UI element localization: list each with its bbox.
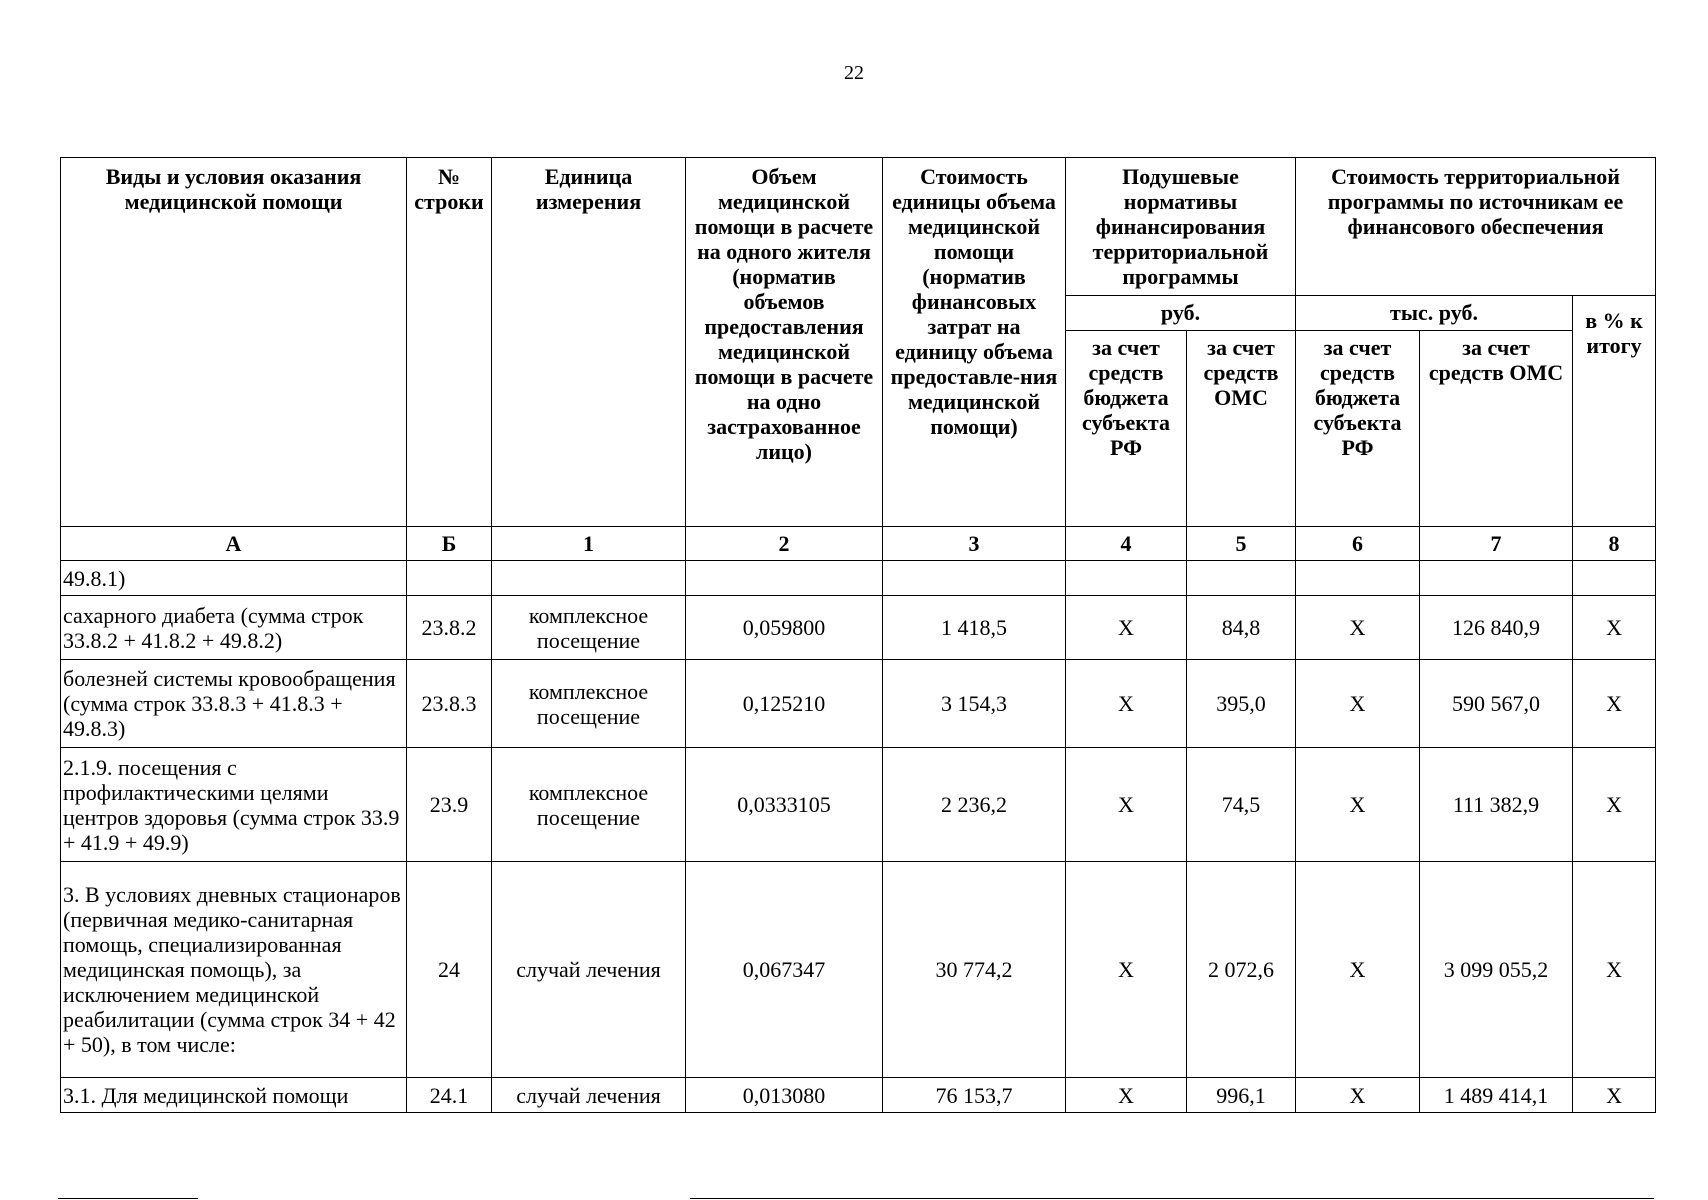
row-unit: комплексное посещение [492, 748, 686, 862]
header-per-capita-group: Подушевые нормативы финансирования территориальной программы [1066, 158, 1296, 296]
column-number: 1 [492, 527, 686, 561]
row-c7: 1 489 414,1 [1420, 1078, 1573, 1113]
bottom-rule-left [58, 1198, 198, 1199]
column-number: Б [407, 527, 492, 561]
header-pct-total: в % к итогу [1573, 296, 1656, 527]
row-cost: 76 153,7 [883, 1078, 1066, 1113]
row-c7: 111 382,9 [1420, 748, 1573, 862]
row-c8: Х [1573, 596, 1656, 660]
header-budget-thous: за счет средств бюджета субъекта РФ [1296, 331, 1420, 527]
financing-table [60, 157, 1656, 1113]
table-row [61, 660, 1656, 748]
row-volume [686, 561, 883, 596]
header-unit: Единица измерения [492, 158, 686, 527]
header-oms-thous: за счет средств ОМС [1420, 331, 1573, 527]
row-volume: 0,013080 [686, 1078, 883, 1113]
row-c5: 395,0 [1187, 660, 1296, 748]
row-volume: 0,067347 [686, 862, 883, 1078]
bottom-rule-right [690, 1198, 1654, 1199]
row-line: 23.8.2 [407, 596, 492, 660]
row-unit [492, 561, 686, 596]
row-c7 [1420, 561, 1573, 596]
page-number: 22 [844, 62, 864, 84]
row-c8: Х [1573, 748, 1656, 862]
row-c4: Х [1066, 660, 1187, 748]
row-c5: 996,1 [1187, 1078, 1296, 1113]
row-c8: Х [1573, 862, 1656, 1078]
row-c7: 590 567,0 [1420, 660, 1573, 748]
column-number: 4 [1066, 527, 1187, 561]
header-volume: Объем медицинской помощи в расчете на одного жителя (норматив объемов предоставления медицинской помощи в расчете на одно застрахованное лицо) [686, 158, 883, 527]
row-line: 23.9 [407, 748, 492, 862]
row-cost: 3 154,3 [883, 660, 1066, 748]
table-row [61, 596, 1656, 660]
row-c4: Х [1066, 748, 1187, 862]
row-cost: 1 418,5 [883, 596, 1066, 660]
row-c5 [1187, 561, 1296, 596]
row-line: 24 [407, 862, 492, 1078]
row-c6: Х [1296, 748, 1420, 862]
row-c5: 74,5 [1187, 748, 1296, 862]
row-line: 23.8.3 [407, 660, 492, 748]
header-care-types: Виды и условия оказания медицинской помощи [61, 158, 407, 527]
row-name: 49.8.1) [61, 561, 407, 596]
row-volume: 0,125210 [686, 660, 883, 748]
row-name: 3.1. Для медицинской помощи [61, 1078, 407, 1113]
row-cost: 30 774,2 [883, 862, 1066, 1078]
column-number: 8 [1573, 527, 1656, 561]
row-c8: Х [1573, 660, 1656, 748]
row-c4: Х [1066, 1078, 1187, 1113]
row-unit: комплексное посещение [492, 596, 686, 660]
row-c5: 84,8 [1187, 596, 1296, 660]
column-number: 6 [1296, 527, 1420, 561]
row-cost: 2 236,2 [883, 748, 1066, 862]
row-c6: Х [1296, 660, 1420, 748]
column-number: 3 [883, 527, 1066, 561]
column-number: 2 [686, 527, 883, 561]
table-row [61, 862, 1656, 1078]
column-number: 7 [1420, 527, 1573, 561]
row-c6: Х [1296, 862, 1420, 1078]
row-line [407, 561, 492, 596]
row-unit: случай лечения [492, 1078, 686, 1113]
row-c6 [1296, 561, 1420, 596]
header-program-cost-group: Стоимость территориальной программы по источникам ее финансового обеспечения [1296, 158, 1656, 296]
header-rub: руб. [1066, 296, 1296, 331]
row-c5: 2 072,6 [1187, 862, 1296, 1078]
header-budget-rub: за счет средств бюджета субъекта РФ [1066, 331, 1187, 527]
column-number: А [61, 527, 407, 561]
row-name: 2.1.9. посещения с профилактическими целями центров здоровья (сумма строк 33.9 + 41.9 + 49.9) [61, 748, 407, 862]
row-c7: 3 099 055,2 [1420, 862, 1573, 1078]
row-name: 3. В условиях дневных стационаров (первичная медико-санитарная помощь, специализированная медицинская помощь), за исключением медицинской реабилитации (сумма строк 34 + 42 + 50), в том числе: [61, 862, 407, 1078]
column-number-row [61, 527, 1656, 561]
row-c6: Х [1296, 1078, 1420, 1113]
row-c6: Х [1296, 596, 1420, 660]
table-row [61, 561, 1656, 596]
row-unit: комплексное посещение [492, 660, 686, 748]
row-c4: Х [1066, 862, 1187, 1078]
row-name: сахарного диабета (сумма строк 33.8.2 + 41.8.2 + 49.8.2) [61, 596, 407, 660]
row-line: 24.1 [407, 1078, 492, 1113]
row-c7: 126 840,9 [1420, 596, 1573, 660]
header-line-number: № строки [407, 158, 492, 527]
header-thous-rub: тыс. руб. [1296, 296, 1573, 331]
row-c4: Х [1066, 596, 1187, 660]
row-name: болезней системы кровообращения (сумма строк 33.8.3 + 41.8.3 + 49.8.3) [61, 660, 407, 748]
table-row [61, 1078, 1656, 1113]
row-c4 [1066, 561, 1187, 596]
row-volume: 0,0333105 [686, 748, 883, 862]
row-volume: 0,059800 [686, 596, 883, 660]
row-c8 [1573, 561, 1656, 596]
row-unit: случай лечения [492, 862, 686, 1078]
row-c8: Х [1573, 1078, 1656, 1113]
row-cost [883, 561, 1066, 596]
table-row [61, 748, 1656, 862]
header-unit-cost: Стоимость единицы объема медицинской помощи (норматив финансовых затрат на единицу объема предоставле-ния медицинской помощи) [883, 158, 1066, 527]
header-oms-rub: за счет средств ОМС [1187, 331, 1296, 527]
column-number: 5 [1187, 527, 1296, 561]
